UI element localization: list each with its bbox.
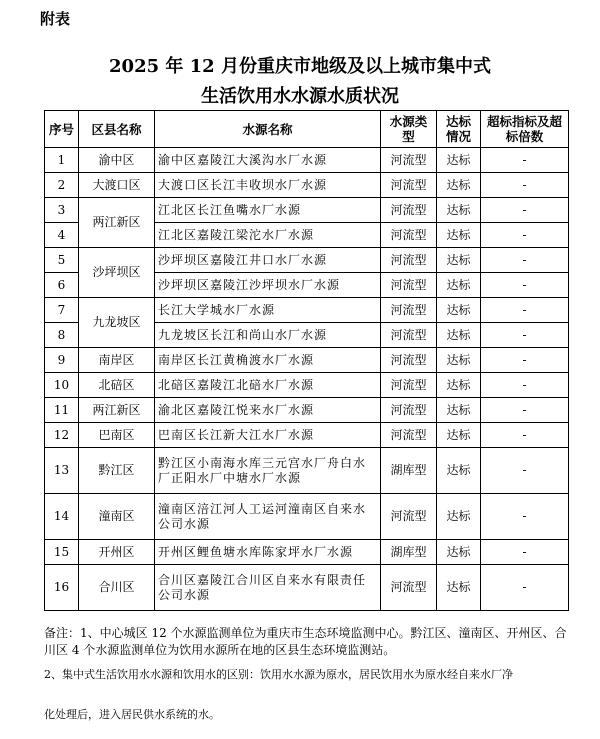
cell-type: 河流型 xyxy=(381,248,437,273)
cell-status: 达标 xyxy=(437,565,481,611)
cell-no: 14 xyxy=(45,494,79,540)
cell-exceed: - xyxy=(481,323,569,348)
cell-district: 渝中区 xyxy=(79,148,155,173)
cell-district: 九龙坡区 xyxy=(79,298,155,348)
cell-no: 16 xyxy=(45,565,79,611)
cell-district: 黔江区 xyxy=(79,448,155,494)
cell-type: 湖库型 xyxy=(381,540,437,565)
cell-exceed: - xyxy=(481,173,569,198)
cell-status: 达标 xyxy=(437,148,481,173)
note-2: 2、集中式生活饮用水水源和饮用水的区别：饮用水水源为原水，居民饮用水为原水经自来水厂净 xyxy=(44,668,513,681)
col-header-no: 序号 xyxy=(45,111,79,148)
cell-status: 达标 xyxy=(437,248,481,273)
table-row xyxy=(45,398,569,423)
cell-type: 河流型 xyxy=(381,494,437,540)
table-row xyxy=(45,423,569,448)
cell-status: 达标 xyxy=(437,323,481,348)
cell-status: 达标 xyxy=(437,198,481,223)
col-header-district: 区县名称 xyxy=(79,111,155,148)
page-title: 2025 年 12 月份重庆市地级及以上城市集中式 xyxy=(109,56,491,77)
cell-source: 渝中区嘉陵江大溪沟水厂水源 xyxy=(155,148,381,173)
col-header-exceed: 超标指标及超标倍数 xyxy=(481,111,569,148)
cell-no: 10 xyxy=(45,373,79,398)
cell-type: 河流型 xyxy=(381,348,437,373)
table-row xyxy=(45,298,569,323)
water-quality-table xyxy=(44,110,569,611)
cell-no: 11 xyxy=(45,398,79,423)
cell-exceed: - xyxy=(481,273,569,298)
cell-status: 达标 xyxy=(437,173,481,198)
cell-type: 湖库型 xyxy=(381,448,437,494)
cell-exceed: - xyxy=(481,223,569,248)
cell-status: 达标 xyxy=(437,398,481,423)
cell-exceed: - xyxy=(481,348,569,373)
cell-status: 达标 xyxy=(437,448,481,494)
cell-exceed: - xyxy=(481,448,569,494)
cell-exceed: - xyxy=(481,494,569,540)
cell-status: 达标 xyxy=(437,223,481,248)
cell-type: 河流型 xyxy=(381,323,437,348)
cell-source: 渝北区嘉陵江悦来水厂水源 xyxy=(155,398,381,423)
cell-district: 北碚区 xyxy=(79,373,155,398)
cell-source: 沙坪坝区嘉陵江沙坪坝水厂水源 xyxy=(155,273,381,298)
cell-exceed: - xyxy=(481,423,569,448)
cell-status: 达标 xyxy=(437,423,481,448)
cell-source: 大渡口区长江丰收坝水厂水源 xyxy=(155,173,381,198)
note-1: 备注：1、中心城区 12 个水源监测单位为重庆市生态环境监测中心。黔江区、潼南区、开州区、合川区 4 个水源监测单位为饮用水源所在地的区县生态环境监测站。 xyxy=(44,626,567,657)
cell-type: 河流型 xyxy=(381,423,437,448)
col-header-source: 水源名称 xyxy=(155,111,381,148)
cell-status: 达标 xyxy=(437,273,481,298)
cell-no: 7 xyxy=(45,298,79,323)
cell-no: 8 xyxy=(45,323,79,348)
cell-no: 5 xyxy=(45,248,79,273)
cell-type: 河流型 xyxy=(381,298,437,323)
cell-no: 1 xyxy=(45,148,79,173)
cell-source: 潼南区涪江河人工运河潼南区自来水公司水源 xyxy=(155,494,381,540)
table-row xyxy=(45,494,569,540)
cell-status: 达标 xyxy=(437,540,481,565)
cell-source: 开州区鲤鱼塘水库陈家坪水厂水源 xyxy=(155,540,381,565)
cell-status: 达标 xyxy=(437,373,481,398)
table-row xyxy=(45,173,569,198)
cell-source: 江北区嘉陵江梁沱水厂水源 xyxy=(155,223,381,248)
table-row xyxy=(45,148,569,173)
cell-type: 河流型 xyxy=(381,198,437,223)
appendix-label: 附表 xyxy=(40,10,71,28)
cell-type: 河流型 xyxy=(381,398,437,423)
table-header-row xyxy=(45,111,569,148)
cell-type: 河流型 xyxy=(381,373,437,398)
cell-exceed: - xyxy=(481,540,569,565)
cell-exceed: - xyxy=(481,198,569,223)
cell-no: 15 xyxy=(45,540,79,565)
table-row xyxy=(45,448,569,494)
page-subtitle: 生活饮用水水源水质状况 xyxy=(201,86,399,107)
cell-district: 大渡口区 xyxy=(79,173,155,198)
cell-district: 巴南区 xyxy=(79,423,155,448)
cell-district: 两江新区 xyxy=(79,398,155,423)
cell-source: 巴南区长江新大江水厂水源 xyxy=(155,423,381,448)
cell-source: 九龙坡区长江和尚山水厂水源 xyxy=(155,323,381,348)
cell-exceed: - xyxy=(481,148,569,173)
cell-no: 6 xyxy=(45,273,79,298)
cell-exceed: - xyxy=(481,565,569,611)
table-row xyxy=(45,540,569,565)
cell-source: 合川区嘉陵江合川区自来水有限责任公司水源 xyxy=(155,565,381,611)
table-row xyxy=(45,373,569,398)
cell-no: 12 xyxy=(45,423,79,448)
table-row xyxy=(45,198,569,223)
cell-exceed: - xyxy=(481,248,569,273)
cell-type: 河流型 xyxy=(381,148,437,173)
table-row xyxy=(45,565,569,611)
cell-no: 3 xyxy=(45,198,79,223)
cell-source: 北碚区嘉陵江北碚水厂水源 xyxy=(155,373,381,398)
cell-exceed: - xyxy=(481,398,569,423)
cell-district: 合川区 xyxy=(79,565,155,611)
cell-source: 南岸区长江黄桷渡水厂水源 xyxy=(155,348,381,373)
cell-source: 长江大学城水厂水源 xyxy=(155,298,381,323)
cell-district: 两江新区 xyxy=(79,198,155,248)
cell-type: 河流型 xyxy=(381,223,437,248)
cell-district: 开州区 xyxy=(79,540,155,565)
cell-source: 沙坪坝区嘉陵江井口水厂水源 xyxy=(155,248,381,273)
cell-status: 达标 xyxy=(437,494,481,540)
cell-no: 4 xyxy=(45,223,79,248)
cell-no: 2 xyxy=(45,173,79,198)
cell-status: 达标 xyxy=(437,348,481,373)
col-header-type: 水源类型 xyxy=(381,111,437,148)
cell-type: 河流型 xyxy=(381,173,437,198)
cell-source: 江北区长江鱼嘴水厂水源 xyxy=(155,198,381,223)
col-header-status: 达标情况 xyxy=(437,111,481,148)
cell-type: 河流型 xyxy=(381,273,437,298)
cell-no: 13 xyxy=(45,448,79,494)
cell-district: 沙坪坝区 xyxy=(79,248,155,298)
cell-no: 9 xyxy=(45,348,79,373)
cell-type: 河流型 xyxy=(381,565,437,611)
cell-district: 南岸区 xyxy=(79,348,155,373)
cell-source: 黔江区小南海水库三元宫水厂舟白水厂正阳水厂中塘水厂水源 xyxy=(155,448,381,494)
cell-exceed: - xyxy=(481,298,569,323)
cell-exceed: - xyxy=(481,373,569,398)
cell-district: 潼南区 xyxy=(79,494,155,540)
table-row xyxy=(45,348,569,373)
cell-status: 达标 xyxy=(437,298,481,323)
note-2-continued: 化处理后，进入居民供水系统的水。 xyxy=(44,708,220,721)
table-row xyxy=(45,248,569,273)
